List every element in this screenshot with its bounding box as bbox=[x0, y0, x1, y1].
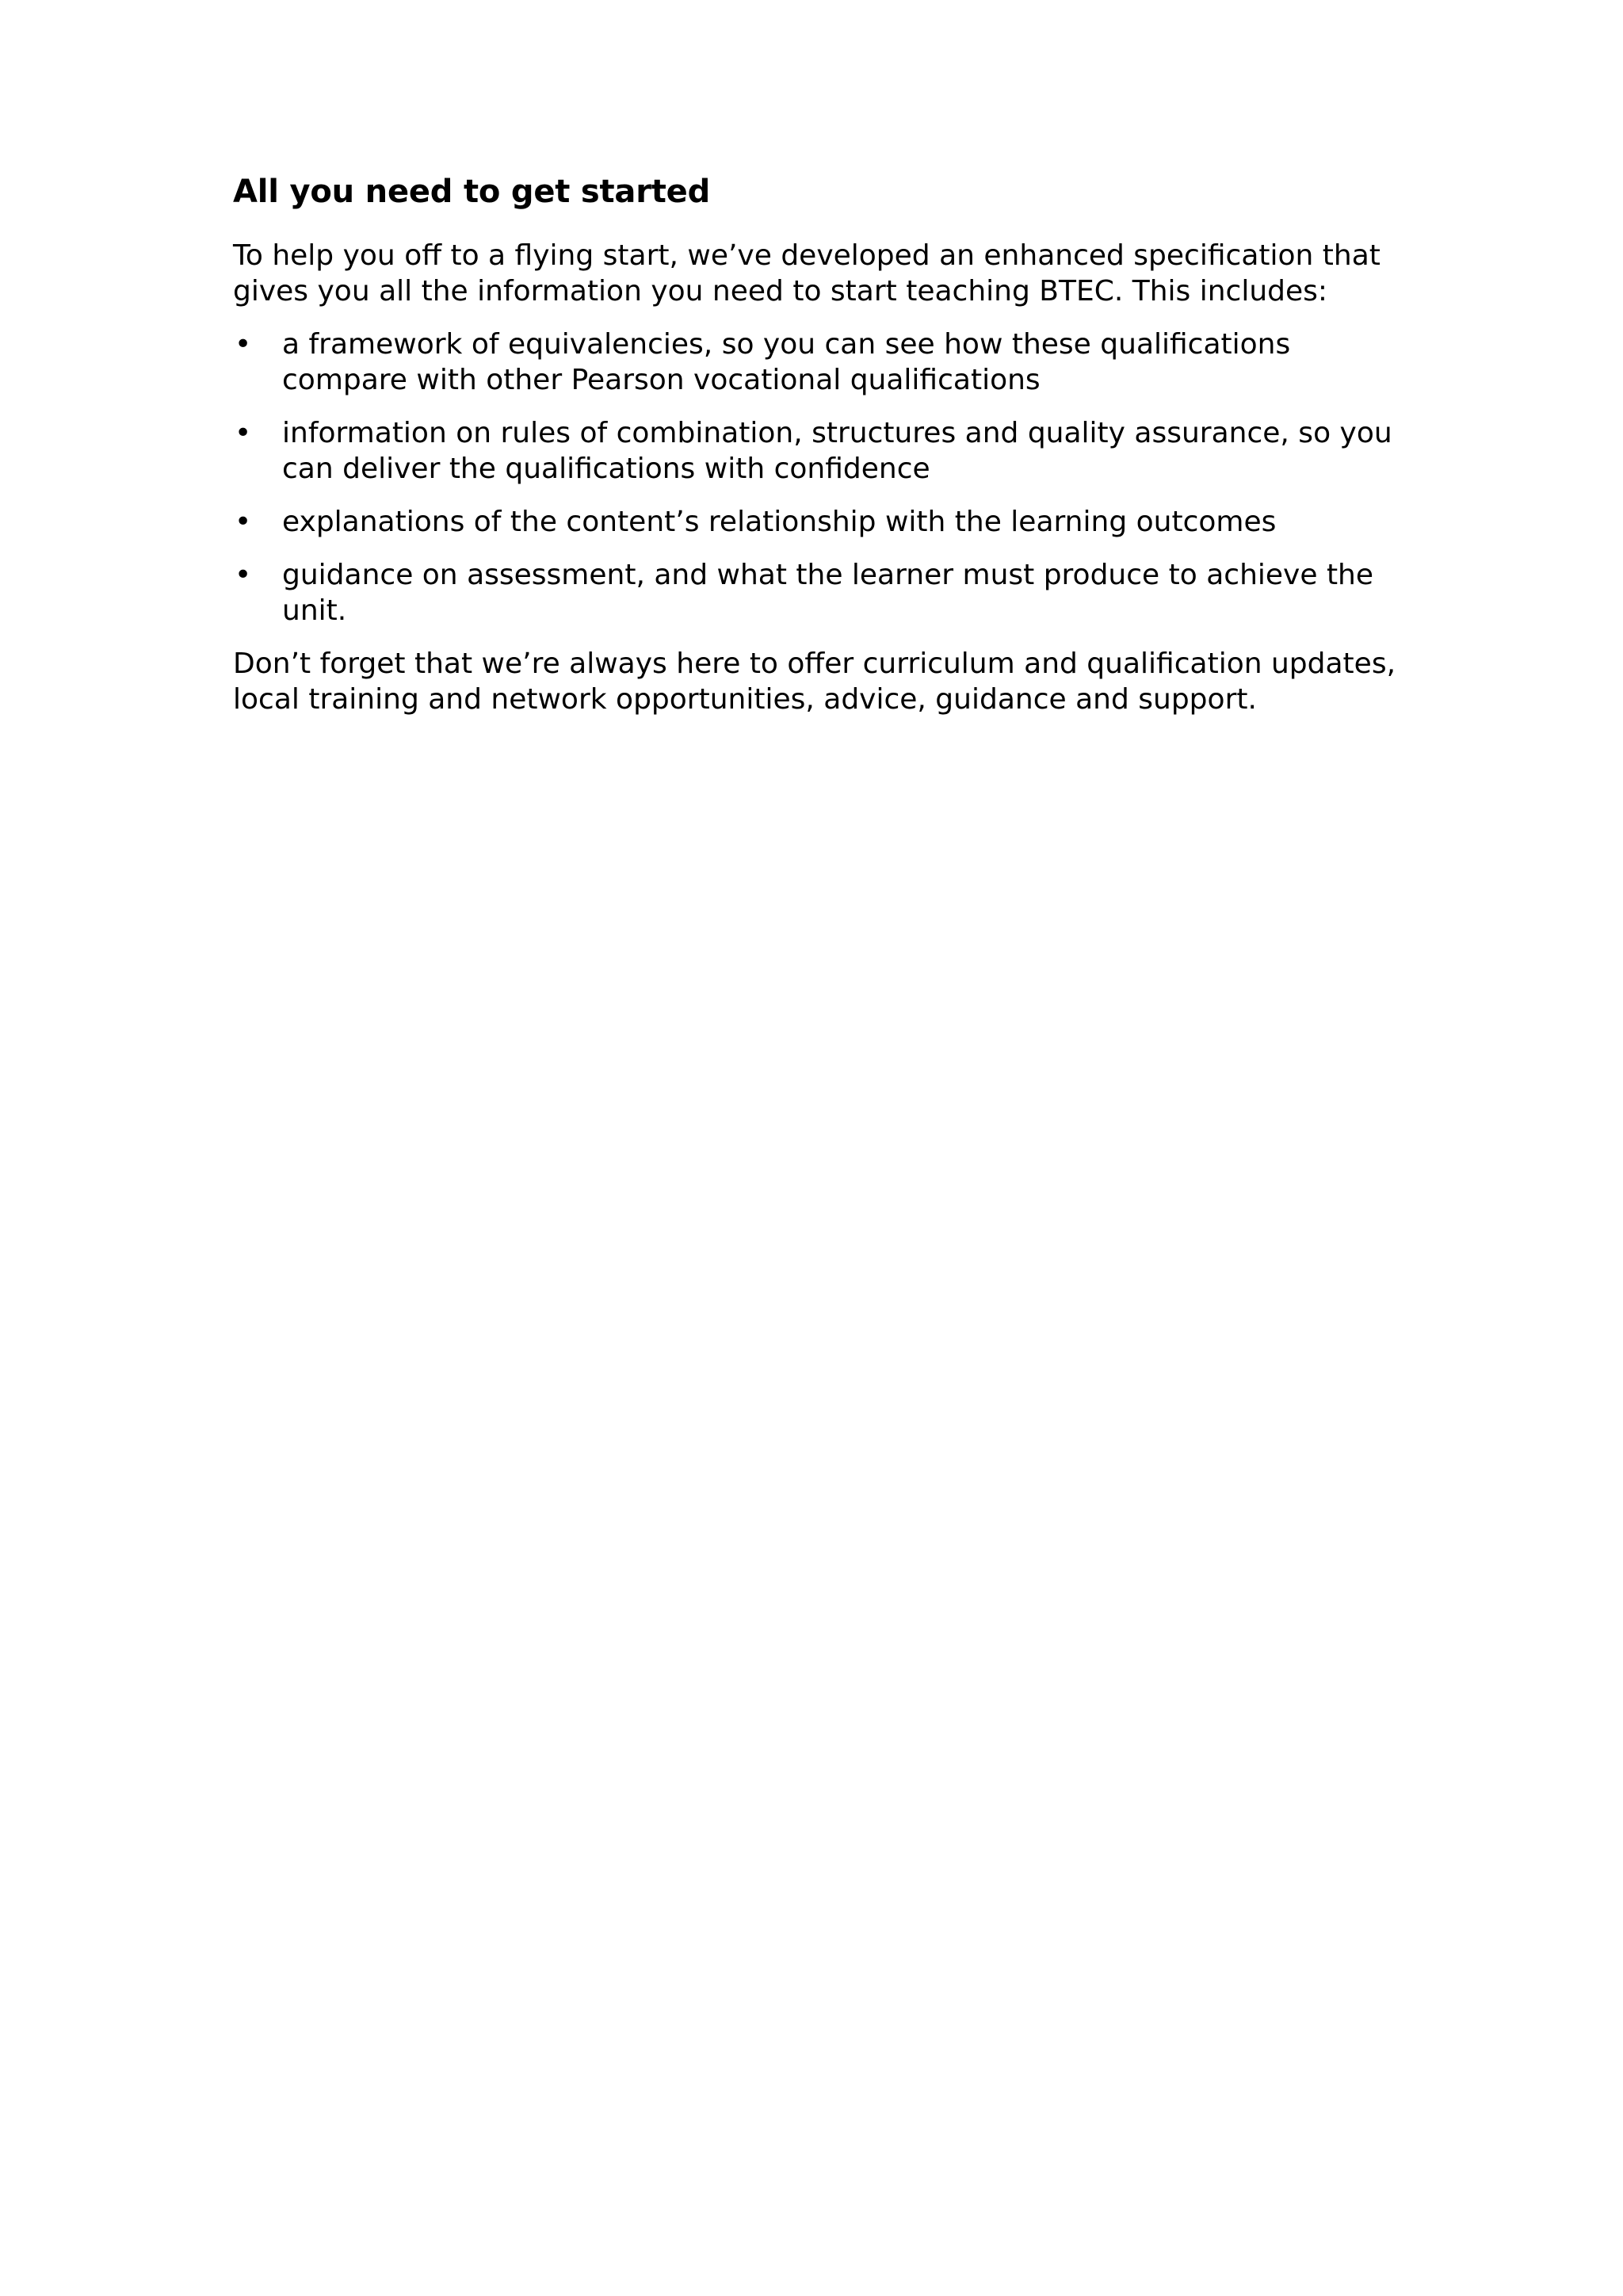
bullet-icon: • bbox=[235, 506, 252, 538]
bullet-icon: • bbox=[235, 559, 252, 591]
closing-paragraph: Don’t forget that we’re always here to offer curriculum and qualification updates, local training and network opportunities, advice, guidance and support. bbox=[233, 648, 1396, 716]
document-page bbox=[233, 170, 1398, 735]
list-item bbox=[233, 415, 1398, 487]
bullet-icon: • bbox=[235, 328, 252, 361]
list-item bbox=[233, 327, 1398, 398]
list-item bbox=[233, 557, 1398, 628]
bullet-list bbox=[233, 327, 1398, 628]
list-item-text: a framework of equivalencies, so you can see how these qualifications compare with other Pearson vocational qualifications bbox=[282, 328, 1291, 396]
intro-paragraph: To help you off to a flying start, we’ve developed an enhanced specification that gives you all the information you need to start teaching BTEC. This includes: bbox=[233, 239, 1381, 308]
list-item bbox=[233, 504, 1398, 540]
section-heading: All you need to get started bbox=[233, 174, 711, 210]
list-item-text: guidance on assessment, and what the learner must produce to achieve the unit. bbox=[282, 559, 1374, 627]
list-item-text: information on rules of combination, structures and quality assurance, so you can deliver the qualifications with confidence bbox=[282, 417, 1392, 485]
bullet-icon: • bbox=[235, 417, 252, 449]
list-item-text: explanations of the content’s relationship with the learning outcomes bbox=[282, 506, 1277, 538]
